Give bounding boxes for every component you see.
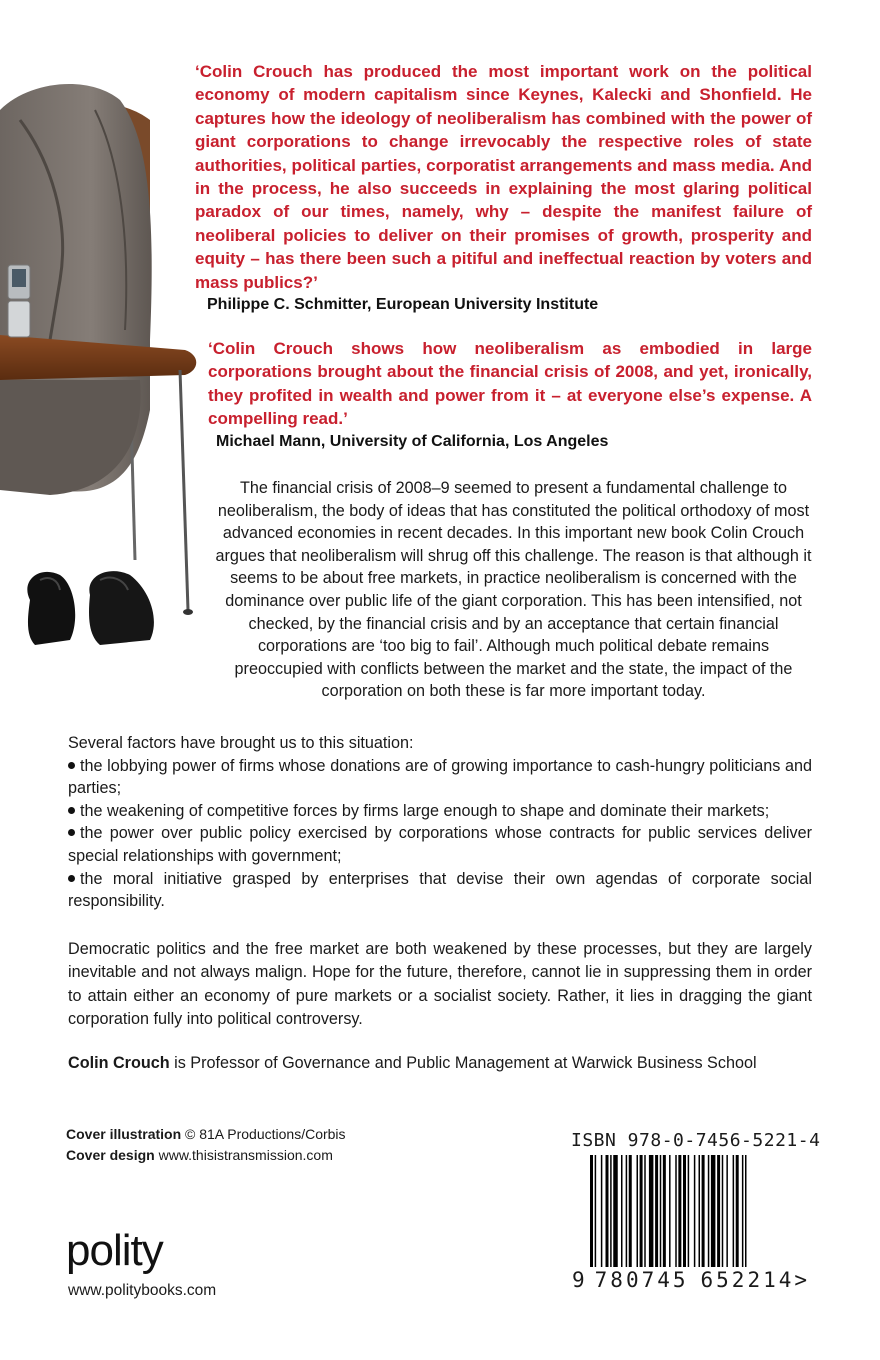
shoe-left [27,572,75,645]
illustration-credit: Cover illustration © 81A Productions/Corbis [66,1126,346,1142]
bullet-icon [68,807,75,814]
endorsement-1 [195,60,812,316]
publisher-logo: polity [66,1226,163,1275]
author-name: Colin Crouch [68,1054,170,1072]
list-item: the lobbying power of firms whose donations are of growing importance to cash-hungry politicians and parties; [68,756,812,798]
endorsement-2 [208,337,812,453]
factors-list [68,732,812,913]
cover-credits [66,1124,346,1166]
list-item: the moral initiative grasped by enterprises that devise their own agendas of corporate social responsibility. [68,869,812,911]
endorsement-quote: ‘Colin Crouch has produced the most important work on the political economy of modern capitalism since Keynes, Kalecki and Shonfield. He captures how the ideology of neoliberalism has combined with the power of giant corporations to change irrevocably the respective roles of state authorities, political parties, corporatist arrangements and mass media. And in the process, he also succeeds in explaining the most glaring political paradox of our times, namely, why – despite the manifest failure of neoliberal policies to deliver on their promises of growth, prosperity and equity – has there been such a pitiful and ineffectual reaction by voters and mass publics?’ [195,62,812,292]
barcode-arrow: > [794,1268,808,1292]
isbn-label: ISBN 978-0-7456-5221-4 [571,1130,821,1151]
publisher-website: www.politybooks.com [68,1282,217,1299]
bullet-icon [68,762,75,769]
list-item: the power over public policy exercised by corporations whose contracts for public services deliver special relationships with government; [68,824,812,865]
factors-intro: Several factors have brought us to this situation: [68,734,414,752]
barcode [590,1155,808,1277]
barcode-group-2: 652214 [700,1268,795,1292]
closing-paragraph: Democratic politics and the free market are both weakened by these processes, but they are largely inevitable and not always malign. Hope for the future, therefore, cannot lie in suppressing them in order to attain either an economy of pure markets or a socialist society. Rather, it lies in dragging the giant corporation fully into political controversy. [68,940,812,1029]
cover-illustration [0,80,200,650]
endorsement-attribution: Philippe C. Schmitter, European University Institute [207,296,599,314]
endorsement-quote: ‘Colin Crouch shows how neoliberalism as embodied in large corporations brought about the financial crisis of 2008, and yet, ironically, they profited in wealth and power from it – at everyone else’s expense. A compelling read.’ [208,339,812,429]
barcode-digits [572,1268,807,1292]
bullet-icon [68,875,75,882]
barcode-lead-digit: 9 [572,1268,585,1292]
author-note: Colin Crouch is Professor of Governance and Public Management at Warwick Business School [68,1054,757,1072]
endorsement-attribution: Michael Mann, University of California, Los Angeles [216,432,609,450]
design-credit: Cover design www.thisistransmission.com [66,1147,333,1163]
bullet-icon [68,829,75,836]
chair-leg [180,370,188,610]
list-item: the weakening of competitive forces by firms large enough to shape and dominate their markets; [68,800,812,823]
book-blurb: The financial crisis of 2008–9 seemed to present a fundamental challenge to neoliberalism, the body of ideas that has constituted the political orthodoxy of most advanced economies in recent decades. In this important new book Colin Crouch argues that neoliberalism will shrug off this challenge. The reason is that although it seems to be about free markets, in practice neoliberalism is concerned with the dominance over public life of the giant corporation. This has been intensified, not checked, by the financial crisis and by an acceptance that certain financial corporations are ‘too big to fail’. Although much political debate remains preoccupied with conflicts between the market and the state, the impact of the corporation on both these is far more important today. [215,479,812,701]
barcode-group-1: 780745 [594,1268,689,1292]
